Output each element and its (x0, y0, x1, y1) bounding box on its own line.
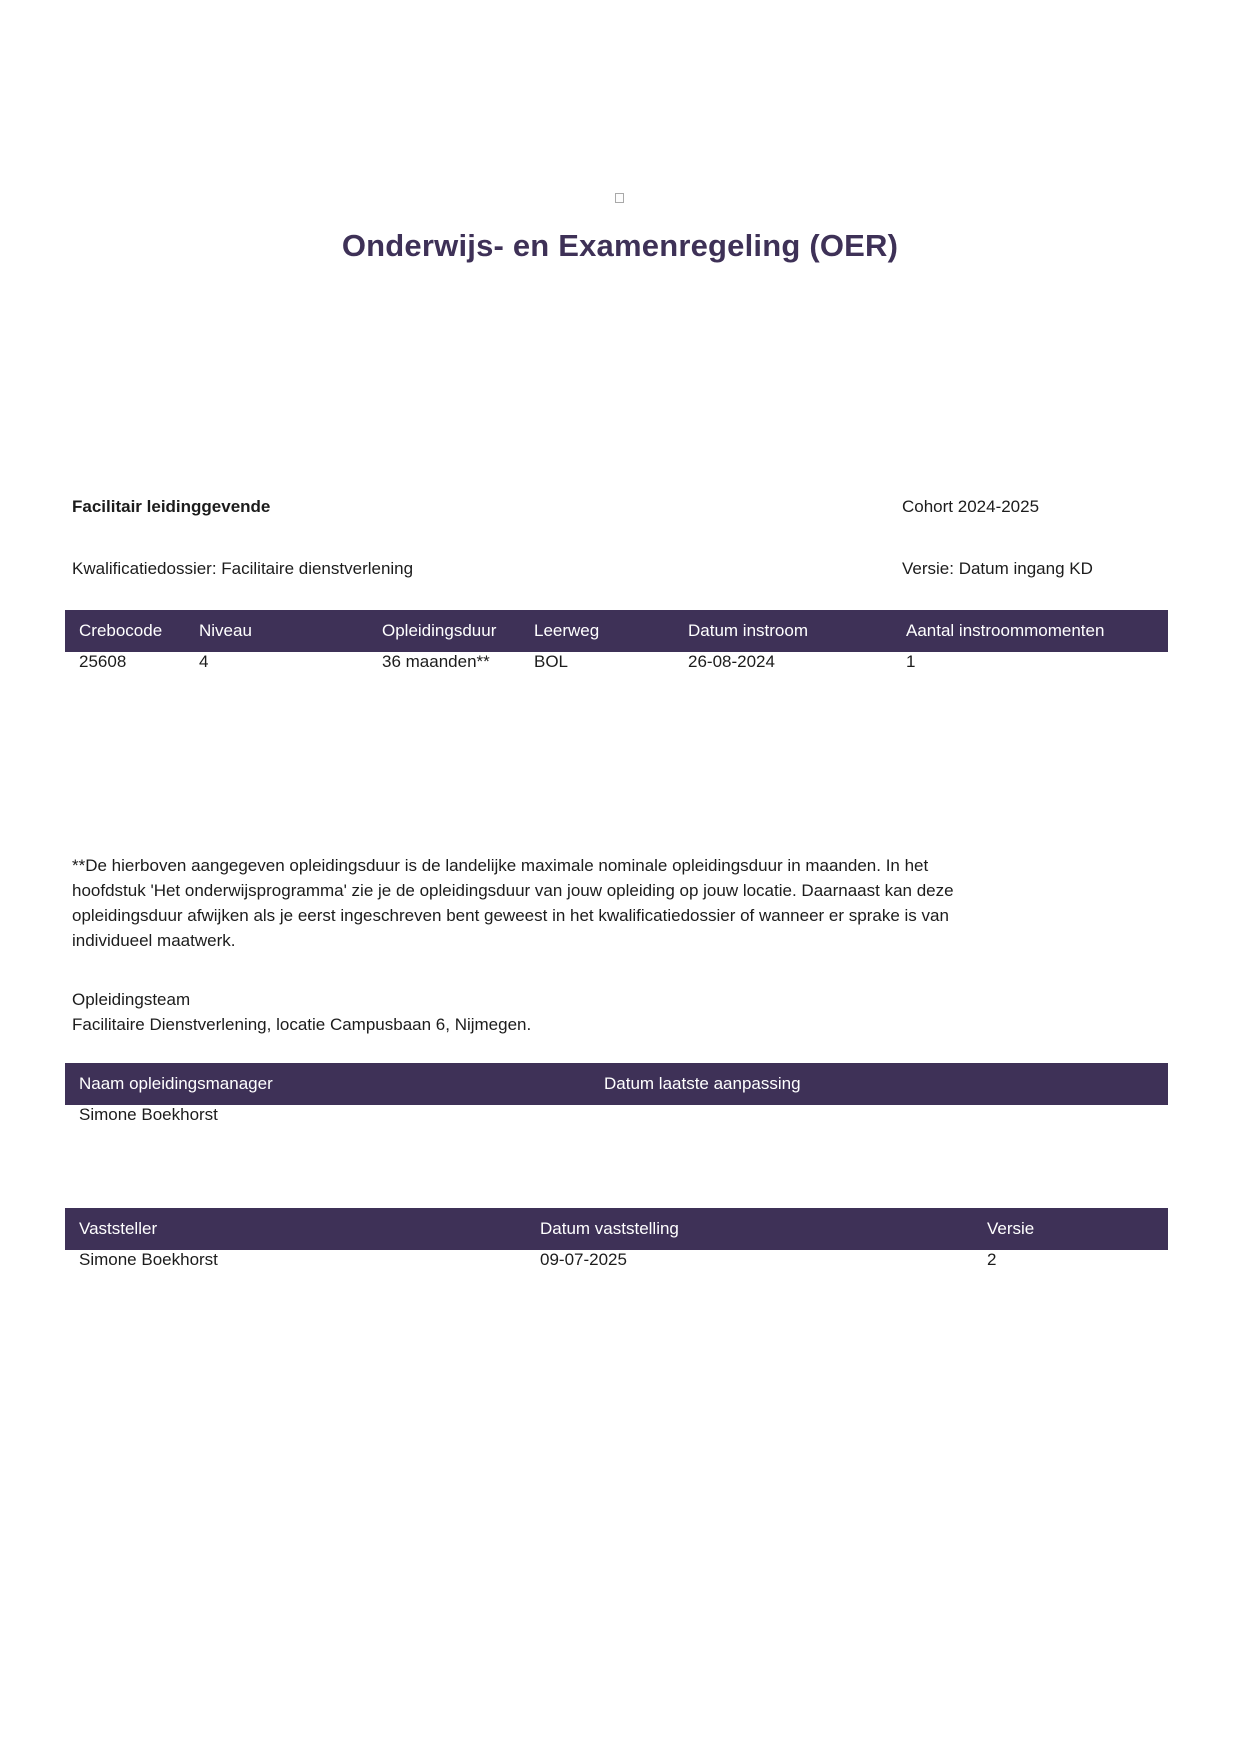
table-row (65, 1105, 1168, 1125)
footnote-line: **De hierboven aangegeven opleidingsduur is de landelijke maximale nominale opleidingsduur in maanden. In het (72, 856, 929, 875)
cohort-label: Cohort 2024-2025 (902, 497, 1040, 516)
cell-opleidingsmanager-naam: Simone Boekhorst (79, 1105, 218, 1124)
program-info-row (72, 497, 1168, 517)
column-header-opleidingsduur: Opleidingsduur (368, 610, 520, 652)
cell-aantal-instroommomenten: 1 (906, 652, 916, 671)
cell-niveau: 4 (199, 652, 209, 671)
column-header-vaststeller: Vaststeller (65, 1208, 526, 1250)
cell-vaststeller: Simone Boekhorst (79, 1250, 218, 1269)
team-description: Facilitaire Dienstverlening, locatie Campusbaan 6, Nijmegen. (72, 1015, 532, 1034)
team-label: Opleidingsteam (72, 990, 191, 1009)
program-name: Facilitair leidinggevende (72, 497, 271, 516)
cell-leerweg: BOL (534, 652, 569, 671)
column-header-datum-vaststelling: Datum vaststelling (526, 1208, 973, 1250)
approval-table-header-row (65, 1208, 1168, 1250)
qualification-dossier-label: Kwalificatiedossier: Facilitaire dienstverlening (72, 559, 414, 578)
education-team-block (72, 987, 1132, 1037)
footnote-line: hoofdstuk 'Het onderwijsprogramma' zie je de opleidingsduur van jouw opleiding op jouw locatie. Daarnaast kan deze (72, 881, 954, 900)
missing-image-placeholder-icon (615, 193, 624, 203)
column-header-crebocode: Crebocode (65, 610, 185, 652)
cell-datum-vaststelling: 09-07-2025 (540, 1250, 627, 1269)
column-header-leerweg: Leerweg (520, 610, 674, 652)
cell-datum-laatste-aanpassing (590, 1105, 1168, 1125)
program-table (65, 610, 1168, 672)
column-header-datum-laatste-aanpassing: Datum laatste aanpassing (590, 1063, 1168, 1105)
page-title: Onderwijs- en Examenregeling (OER) (341, 228, 899, 263)
column-header-niveau: Niveau (185, 610, 368, 652)
version-label: Versie: Datum ingang KD (902, 559, 1093, 578)
footnote-line: opleidingsduur afwijken als je eerst ingeschreven bent geweest in het kwalificatiedossier of wanneer er sprake is van (72, 906, 949, 925)
column-header-naam-opleidingsmanager: Naam opleidingsmanager (65, 1063, 590, 1105)
table-row (65, 652, 1168, 672)
cell-versie: 2 (987, 1250, 997, 1269)
program-table-header-row (65, 610, 1168, 652)
column-header-datum-instroom: Datum instroom (674, 610, 892, 652)
dossier-info-row (72, 559, 1168, 579)
manager-table (65, 1063, 1168, 1125)
footnote-line: individueel maatwerk. (72, 931, 236, 950)
table-row (65, 1250, 1168, 1270)
column-header-aantal-instroommomenten: Aantal instroommomenten (892, 610, 1168, 652)
cell-opleidingsduur: 36 maanden** (382, 652, 490, 671)
cell-crebocode: 25608 (79, 652, 127, 671)
cell-datum-instroom: 26-08-2024 (688, 652, 775, 671)
manager-table-header-row (65, 1063, 1168, 1105)
column-header-versie: Versie (973, 1208, 1168, 1250)
duration-footnote (72, 853, 1132, 953)
approval-table (65, 1208, 1168, 1270)
